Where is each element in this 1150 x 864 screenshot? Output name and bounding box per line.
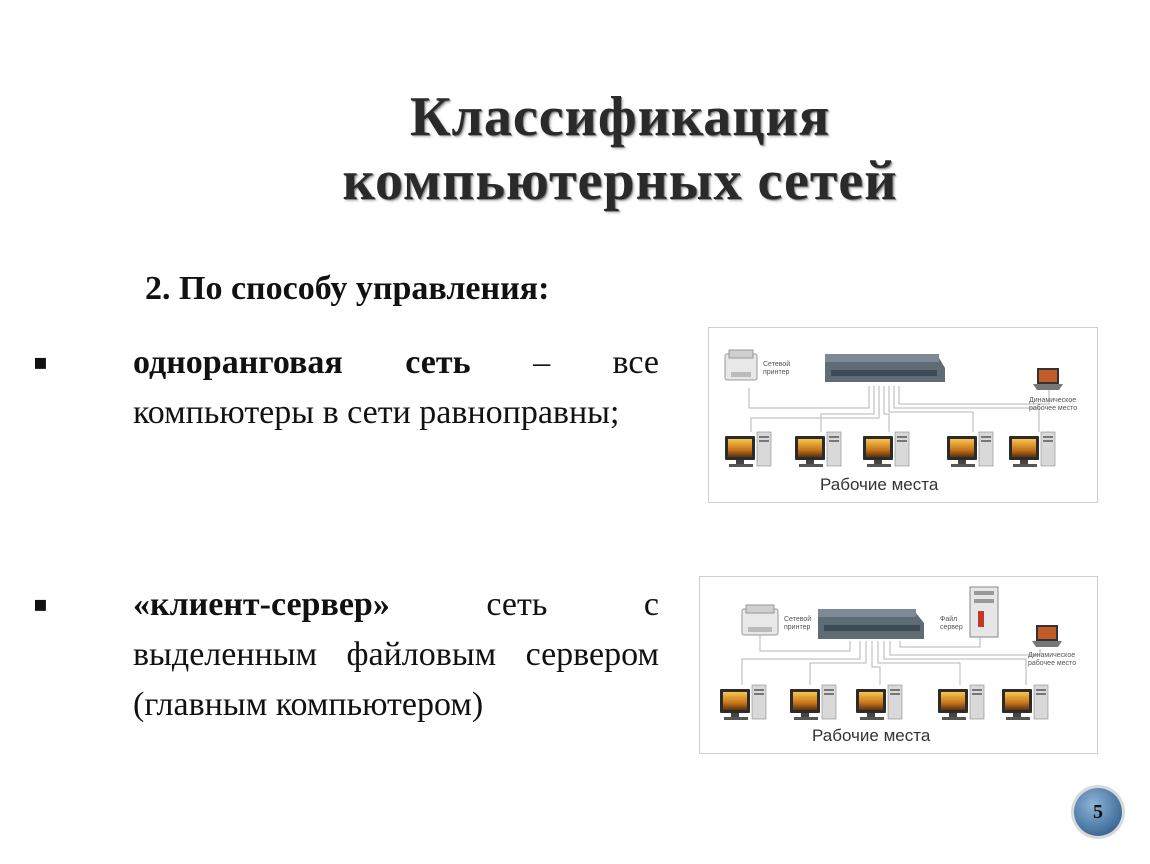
network-switch-icon	[818, 609, 924, 639]
term-peer-to-peer: одноранговая сеть	[133, 344, 471, 381]
printer-label-line2: принтер	[763, 369, 790, 376]
client-server-diagram	[699, 576, 1098, 754]
title-line-1: Классификация	[409, 86, 831, 148]
bullet-marker-2: ▪	[33, 592, 48, 617]
workstation-icon	[795, 432, 841, 467]
laptop-icon	[1033, 368, 1063, 390]
workstation-icon	[856, 685, 902, 720]
laptop-label-line2: рабочее место	[1029, 405, 1078, 412]
workstation-icon	[1002, 685, 1048, 720]
printer-label-line1: Сетевой	[784, 616, 812, 623]
network-printer-icon	[725, 350, 757, 380]
workstation-icon	[1009, 432, 1055, 467]
definition-peer-to-peer: – все компьютеры в сети равноправны;	[133, 344, 659, 431]
file-server-icon	[970, 587, 998, 637]
printer-label-line2: принтер	[784, 624, 811, 631]
peer-to-peer-diagram	[708, 327, 1098, 503]
workstations-label: Рабочие места	[820, 475, 939, 494]
laptop-icon	[1032, 625, 1062, 647]
workstation-icon	[938, 685, 984, 720]
definition-client-server: сеть с выделенным файловым сервером (главным компьютером)	[133, 586, 659, 723]
workstation-icon	[947, 432, 993, 467]
server-label-line2: сервер	[940, 624, 963, 631]
bullet-marker-1: ▪	[33, 350, 48, 375]
subtitle: 2. По способу управления:	[145, 270, 550, 307]
workstation-icon	[720, 685, 766, 720]
slide-title	[230, 85, 1010, 213]
printer-label-line1: Сетевой	[763, 361, 791, 368]
workstation-icon	[725, 432, 771, 467]
network-switch-icon	[825, 354, 945, 382]
bullet-peer-to-peer	[133, 338, 659, 438]
title-line-2: компьютерных сетей	[342, 150, 898, 212]
workstation-icon	[863, 432, 909, 467]
page-number-badge: 5	[1074, 788, 1122, 836]
workstation-icon	[790, 685, 836, 720]
network-printer-icon	[742, 605, 778, 635]
bullet-client-server	[133, 580, 659, 730]
server-label-line1: Файл	[940, 616, 958, 623]
workstations-label: Рабочие места	[812, 726, 931, 745]
laptop-label-line2: рабочее место	[1028, 660, 1077, 667]
laptop-label-line1: Динамическое	[1029, 397, 1077, 404]
laptop-label-line1: Динамическое	[1028, 652, 1076, 659]
term-client-server: «клиент-сервер»	[133, 586, 390, 623]
